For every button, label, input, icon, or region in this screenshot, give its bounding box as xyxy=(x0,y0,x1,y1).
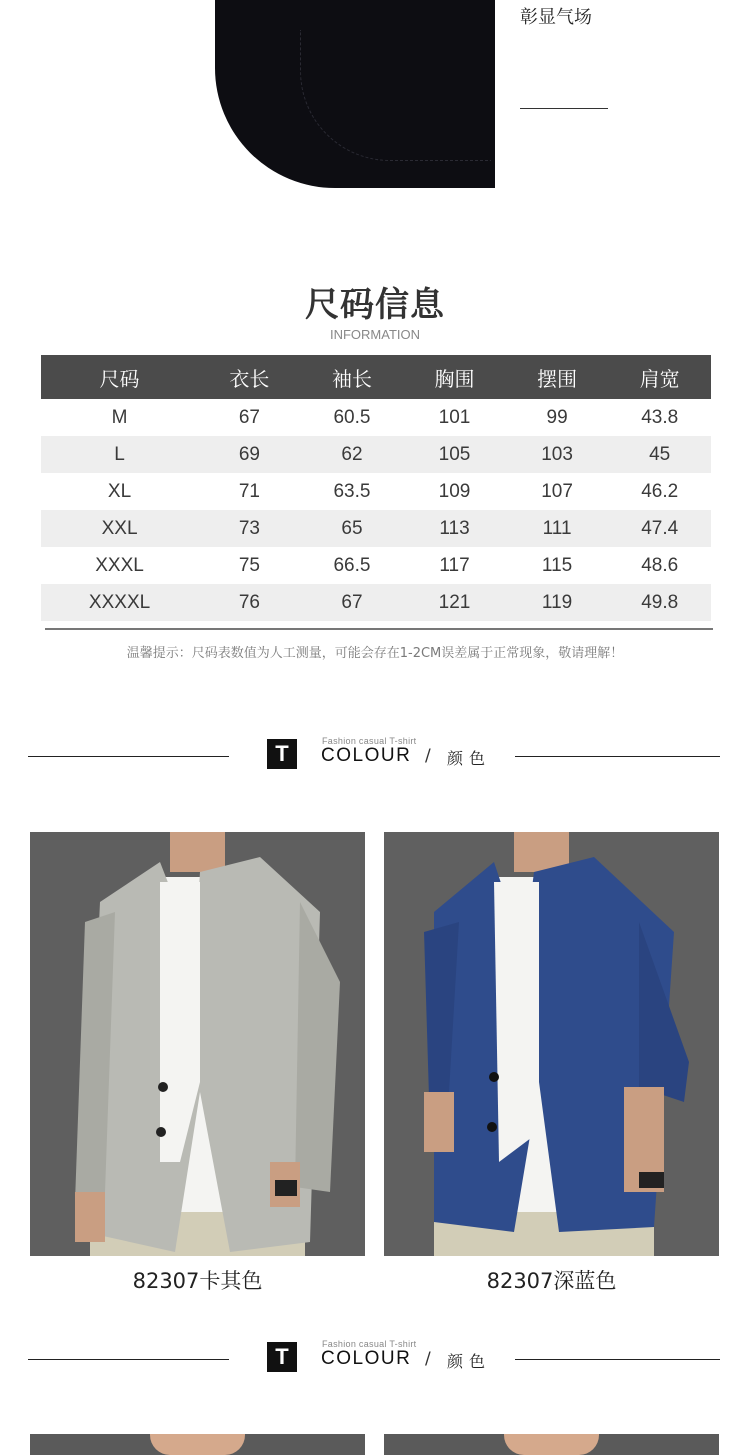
header-length: 衣长 xyxy=(198,355,301,399)
product-detail-photo xyxy=(0,0,495,188)
table-bottom-rule xyxy=(45,628,713,630)
cell-size: XXXXL xyxy=(41,584,198,621)
cell-size: L xyxy=(41,436,198,473)
header-line-left xyxy=(28,1359,229,1360)
cell-shoulder: 46.2 xyxy=(608,473,711,510)
size-table xyxy=(41,355,711,621)
header-hem: 摆围 xyxy=(506,355,609,399)
model-face xyxy=(504,1434,599,1455)
header-line-right xyxy=(515,756,720,757)
colour-section-header xyxy=(0,1341,750,1381)
cell-chest: 109 xyxy=(403,473,506,510)
header-line-right xyxy=(515,1359,720,1360)
header-colour-label: COLOUR xyxy=(321,745,412,766)
table-row xyxy=(41,510,711,547)
cell-hem: 119 xyxy=(506,584,609,621)
model-khaki-illustration xyxy=(30,832,365,1256)
product-label-khaki: 82307卡其色 xyxy=(132,1269,263,1293)
table-row xyxy=(41,436,711,473)
cell-chest: 117 xyxy=(403,547,506,584)
size-table-header-row xyxy=(41,355,711,399)
cell-shoulder: 43.8 xyxy=(608,399,711,436)
size-info-subtitle: INFORMATION xyxy=(329,327,421,342)
cell-length: 67 xyxy=(198,399,301,436)
cell-size: XXL xyxy=(41,510,198,547)
product-image-next-right[interactable] xyxy=(384,1434,719,1455)
header-slash: / xyxy=(425,746,431,766)
cell-sleeve: 60.5 xyxy=(301,399,404,436)
feature-caption: 彰显气场 xyxy=(520,7,592,28)
cell-hem: 107 xyxy=(506,473,609,510)
cell-chest: 105 xyxy=(403,436,506,473)
cell-chest: 101 xyxy=(403,399,506,436)
size-info-title: 尺码信息 xyxy=(305,285,445,325)
model-face xyxy=(150,1434,245,1455)
t-logo-icon: T xyxy=(267,1342,297,1372)
cell-size: XL xyxy=(41,473,198,510)
cell-sleeve: 62 xyxy=(301,436,404,473)
cell-size: M xyxy=(41,399,198,436)
cell-sleeve: 67 xyxy=(301,584,404,621)
model-navy-illustration xyxy=(384,832,719,1256)
cell-sleeve: 63.5 xyxy=(301,473,404,510)
header-tagline: Fashion casual T-shirt xyxy=(322,1339,417,1349)
cell-length: 75 xyxy=(198,547,301,584)
cell-length: 69 xyxy=(198,436,301,473)
cell-sleeve: 66.5 xyxy=(301,547,404,584)
header-sleeve: 袖长 xyxy=(301,355,404,399)
header-shoulder: 肩宽 xyxy=(608,355,711,399)
cell-chest: 113 xyxy=(403,510,506,547)
header-colour-label: COLOUR xyxy=(321,1348,412,1369)
table-row xyxy=(41,399,711,436)
cell-hem: 103 xyxy=(506,436,609,473)
header-slash: / xyxy=(425,1349,431,1369)
cell-hem: 111 xyxy=(506,510,609,547)
product-image-next-left[interactable] xyxy=(30,1434,365,1455)
cell-shoulder: 48.6 xyxy=(608,547,711,584)
header-line-left xyxy=(28,756,229,757)
header-colour-cn: 颜色 xyxy=(447,1352,492,1371)
cell-hem: 115 xyxy=(506,547,609,584)
product-label-navy: 82307深蓝色 xyxy=(486,1269,617,1293)
size-note: 温馨提示：尺码表数值为人工测量，可能会存在1-2CM误差属于正常现象，敬请理解！ xyxy=(126,646,624,661)
table-row xyxy=(41,584,711,621)
colour-section-header xyxy=(0,738,750,778)
cell-length: 73 xyxy=(198,510,301,547)
t-logo-icon: T xyxy=(267,739,297,769)
product-image-khaki[interactable] xyxy=(30,832,365,1256)
cell-size: XXXL xyxy=(41,547,198,584)
header-chest: 胸围 xyxy=(403,355,506,399)
header-colour-cn: 颜色 xyxy=(447,749,492,768)
header-tagline: Fashion casual T-shirt xyxy=(322,736,417,746)
cell-chest: 121 xyxy=(403,584,506,621)
caption-divider xyxy=(520,108,608,109)
cell-hem: 99 xyxy=(506,399,609,436)
cell-length: 76 xyxy=(198,584,301,621)
cell-sleeve: 65 xyxy=(301,510,404,547)
cell-shoulder: 49.8 xyxy=(608,584,711,621)
table-row xyxy=(41,473,711,510)
cell-shoulder: 47.4 xyxy=(608,510,711,547)
header-size: 尺码 xyxy=(41,355,198,399)
table-row xyxy=(41,547,711,584)
cell-shoulder: 45 xyxy=(608,436,711,473)
cell-length: 71 xyxy=(198,473,301,510)
product-image-navy[interactable] xyxy=(384,832,719,1256)
